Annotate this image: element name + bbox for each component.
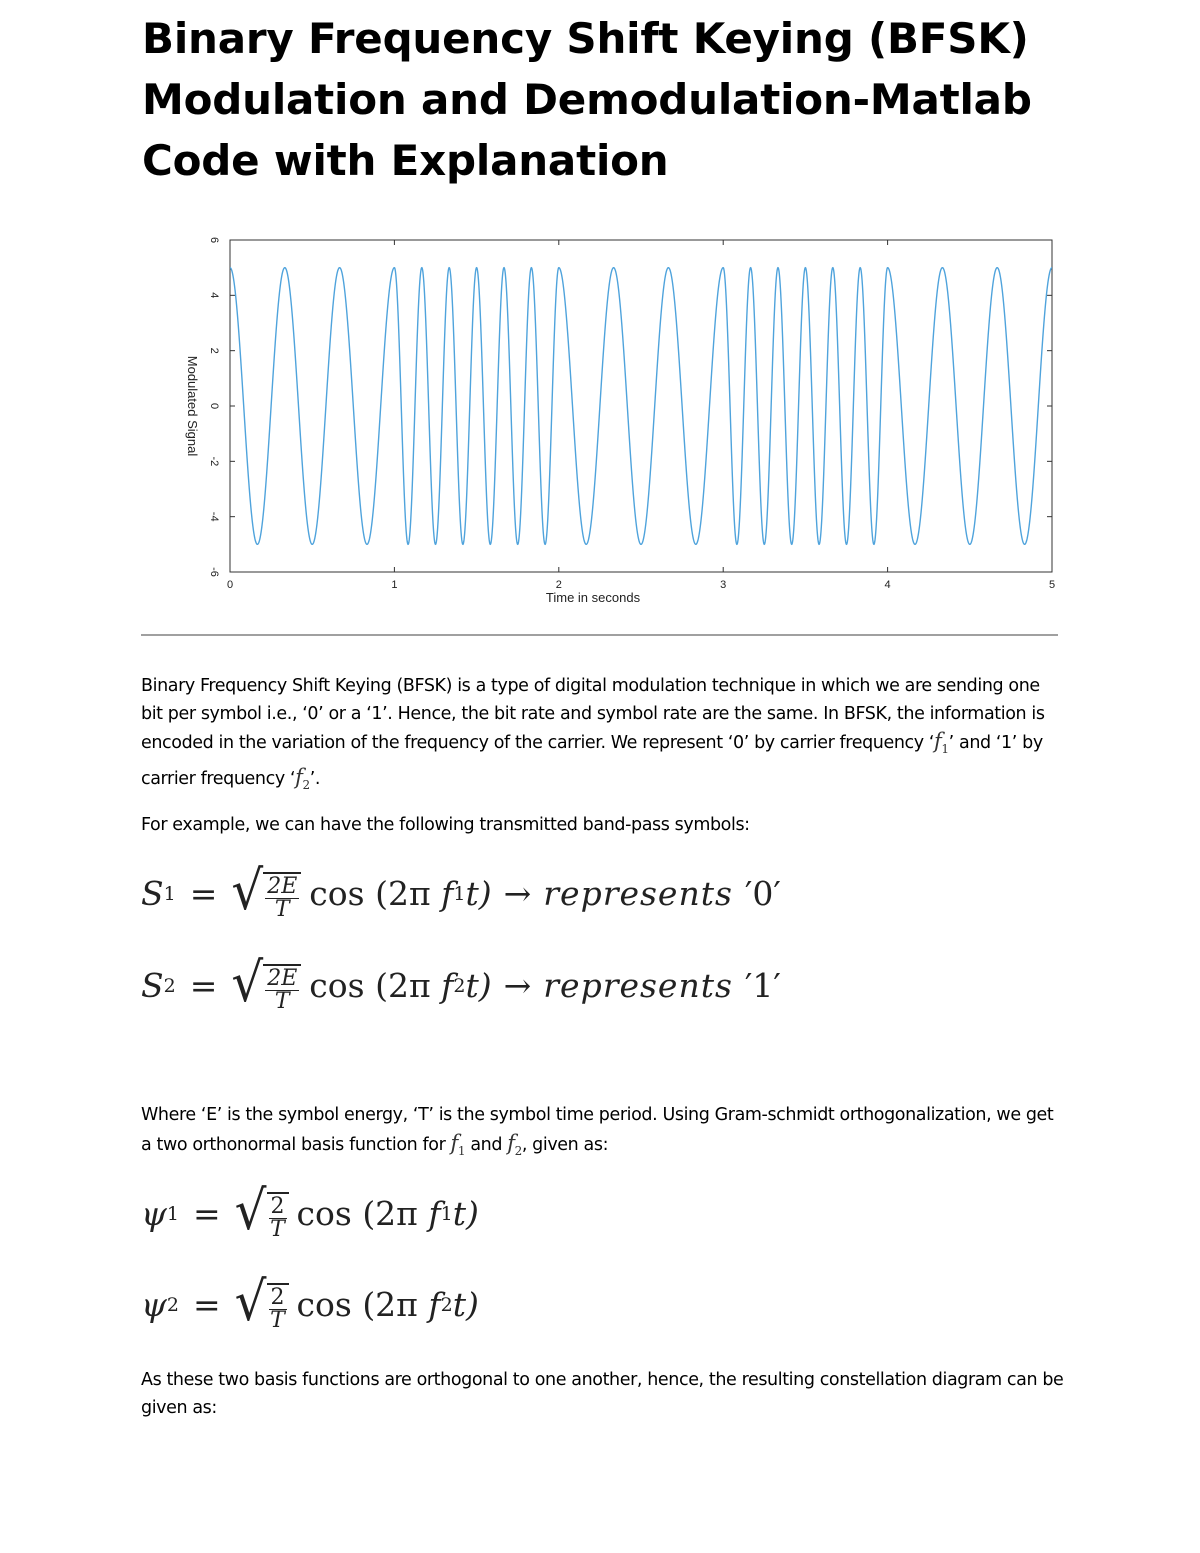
y-axis-label: Modulated Signal (185, 355, 200, 457)
f1-subscript: 1 (457, 1143, 466, 1158)
f2-letter: f (295, 764, 303, 789)
equation-psi2 (141, 1270, 479, 1334)
y-tick-label: 6 (208, 236, 220, 244)
f1-letter: f (450, 1130, 458, 1155)
constellation-paragraph: As these two basis functions are orthogonal to one another, hence, the resulting constellation diagram can be given as: (141, 1370, 1064, 1418)
radical-sign: √ (234, 1179, 267, 1243)
arg-open: (2π (362, 1285, 418, 1324)
arg-close: t) (452, 1285, 479, 1324)
eq-lhs: S (141, 874, 164, 913)
equation-s2 (141, 951, 781, 1015)
arg-open: (2π (362, 1194, 418, 1233)
f2-letter: f (507, 1130, 515, 1155)
plot-svg (170, 228, 1070, 608)
f2-symbol (295, 764, 310, 792)
basis-paragraph (141, 1102, 1066, 1165)
radical-sign: √ (231, 951, 264, 1015)
freq-subscript: 2 (453, 974, 466, 997)
numerator: 2 (270, 1194, 285, 1219)
square-root (231, 951, 301, 1015)
basis-text: Where ‘E’ is the symbol energy, ‘T’ is the symbol time period. Using Gram-schmidt orthogonalization, we get a two orthonormal basis function for (141, 1105, 1054, 1155)
intro-text-end: ’. (309, 768, 321, 789)
eq-lhs: S (141, 966, 164, 1005)
f2-symbol (507, 1130, 522, 1158)
numerator: 2E (267, 966, 298, 991)
signal-line (230, 268, 1052, 545)
x-axis-label: Time in seconds (545, 590, 641, 605)
freq-subscript: 1 (440, 1202, 453, 1225)
freq-subscript: 2 (440, 1293, 453, 1316)
denominator: T (270, 1217, 285, 1242)
cos-function: cos (296, 1194, 352, 1233)
represents-word: represents (543, 874, 733, 913)
numerator: 2 (270, 1285, 285, 1310)
x-tick-label: 5 (1048, 579, 1056, 591)
radical-sign: √ (234, 1270, 267, 1334)
bit-value: ′1′ (744, 966, 781, 1005)
radical-sign: √ (231, 859, 264, 923)
arg-open: (2π (375, 966, 431, 1005)
represents-word: represents (543, 966, 733, 1005)
basis-text-mid: and (465, 1134, 508, 1155)
freq-var: f (428, 1285, 441, 1324)
y-tick-label: -4 (208, 511, 220, 522)
arg-close: t) (452, 1194, 479, 1233)
freq-var: f (441, 874, 454, 913)
y-tick-label: -2 (208, 456, 220, 467)
x-tick-label: 0 (226, 579, 234, 591)
arg-open: (2π (375, 874, 431, 913)
denominator: T (274, 989, 290, 1014)
eq-lhs: ψ (141, 1194, 167, 1233)
y-tick-label: 2 (208, 347, 220, 354)
equation-s1 (141, 859, 781, 923)
example-paragraph: For example, we can have the following transmitted band-pass symbols: (141, 815, 750, 835)
x-tick-label: 2 (555, 579, 562, 591)
article-title: Binary Frequency Shift Keying (BFSK) Modulation and Demodulation-Matlab Code with Explanation (142, 14, 1032, 185)
fraction (269, 1196, 287, 1241)
radicand (263, 872, 301, 921)
bfsk-signal-plot (170, 228, 1070, 608)
y-tick-label: -6 (208, 567, 220, 577)
f1-symbol (450, 1130, 466, 1158)
intro-paragraph (141, 673, 1066, 799)
radicand (267, 1283, 289, 1332)
f1-subscript: 1 (941, 742, 949, 757)
fraction (269, 1287, 287, 1332)
radicand (263, 964, 301, 1013)
cos-function: cos (309, 874, 365, 913)
freq-var: f (428, 1194, 441, 1233)
bit-value: ′0′ (744, 874, 781, 913)
arg-close: t) (465, 874, 492, 913)
equals-sign: = (192, 1285, 221, 1324)
radicand (267, 1192, 289, 1241)
intro-text: Binary Frequency Shift Keying (BFSK) is a type of digital modulation technique in which we are sending one bit per symbol i.e., ‘0’ or a ‘1’. Hence, the bit rate and symbol rate are the same. In BFSK, the information is encoded in the variation of the frequency of the carrier. We represent ‘0’ by carrier frequency ‘ (141, 676, 1045, 753)
numerator: 2E (267, 874, 298, 899)
equals-sign: = (189, 874, 218, 913)
square-root (234, 1270, 289, 1334)
eq-lhs-subscript: 1 (163, 882, 176, 905)
square-root (234, 1179, 289, 1243)
eq-lhs-subscript: 1 (166, 1202, 179, 1225)
freq-subscript: 1 (453, 882, 466, 905)
fraction (265, 968, 299, 1013)
x-tick-label: 1 (391, 579, 398, 591)
arrow-symbol: → (503, 966, 532, 1005)
section-divider (141, 634, 1058, 636)
square-root (231, 859, 301, 923)
eq-lhs-subscript: 2 (163, 974, 176, 997)
arrow-symbol: → (503, 874, 532, 913)
x-tick-label: 3 (720, 579, 727, 591)
f2-subscript: 2 (302, 777, 310, 792)
y-tick-label: 4 (208, 292, 220, 299)
cos-function: cos (309, 966, 365, 1005)
equals-sign: = (189, 966, 218, 1005)
basis-text-end: , given as: (521, 1134, 609, 1155)
fraction (265, 876, 299, 921)
cos-function: cos (296, 1285, 352, 1324)
equation-psi1 (141, 1179, 479, 1243)
freq-var: f (441, 966, 454, 1005)
f1-symbol (934, 729, 949, 757)
intro-text-mid: ’ and ‘1’ by carrier frequency ‘ (141, 733, 1043, 789)
arg-close: t) (465, 966, 492, 1005)
eq-lhs: ψ (141, 1285, 167, 1324)
eq-lhs-subscript: 2 (166, 1293, 179, 1316)
x-tick-label: 4 (884, 579, 891, 591)
denominator: T (270, 1308, 285, 1333)
f1-letter: f (934, 729, 942, 753)
y-tick-label: 0 (208, 402, 220, 410)
equals-sign: = (192, 1194, 221, 1233)
f2-subscript: 2 (514, 1143, 522, 1158)
denominator: T (274, 897, 290, 922)
